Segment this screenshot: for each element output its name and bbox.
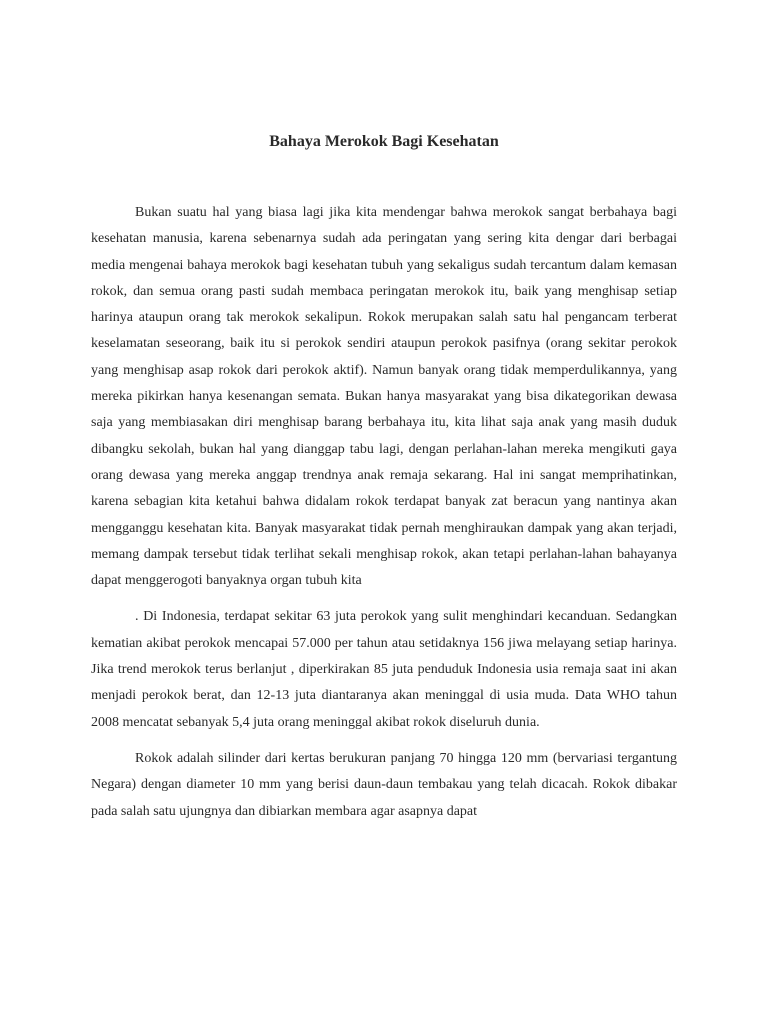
document-body [91, 200, 677, 825]
paragraph-indonesia-statistics: . Di Indonesia, terdapat sekitar 63 juta perokok yang sulit menghindari kecanduan. Sedangkan kematian akibat perokok mencapai 57.000 per tahun atau setidaknya 156 jiwa melayang setiap harinya. Jika trend merokok terus berlanjut , diperkirakan 85 juta penduduk Indonesia usia remaja saat ini akan menjadi perokok berat, dan 12-13 juta diantaranya akan meninggal di usia muda. Data WHO tahun 2008 mencatat sebanyak 5,4 juta orang meninggal akibat rokok diseluruh dunia. [91, 609, 677, 730]
paragraph-intro: Bukan suatu hal yang biasa lagi jika kita mendengar bahwa merokok sangat berbahaya bagi kesehatan manusia, karena sebenarnya sudah ada peringatan yang sering kita dengar dari berbagai media mengenai bahaya merokok bagi kesehatan tubuh yang sekaligus sudah tercantum dalam kemasan rokok, dan semua orang pasti sudah membaca peringatan merokok itu, baik yang menghisap setiap harinya ataupun orang tak merokok sekalipun. Rokok merupakan salah satu hal pengancam terberat keselamatan seseorang, baik itu si perokok sendiri ataupun perokok pasifnya (orang sekitar perokok yang menghisap asap rokok dari perokok aktif). Namun banyak orang tidak memperdulikannya, yang mereka pikirkan hanya kesenangan semata. Bukan hanya masyarakat yang bisa dikategorikan dewasa saja yang membiasakan diri menghisap barang berbahaya itu, kita lihat saja anak yang masih duduk dibangku sekolah, bukan hal yang dianggap tabu lagi, dengan perlahan-lahan mereka mengikuti gaya orang dewasa yang mereka anggap trendnya anak remaja sekarang. Hal ini sangat memprihatinkan, karena sebagian kita ketahui bahwa didalam rokok terdapat banyak zat beracun yang nantinya akan mengganggu kesehatan kita. Banyak masyarakat tidak pernah menghiraukan dampak yang akan terjadi, memang dampak tersebut tidak terlihat sekali menghisap rokok, akan tetapi perlahan-lahan bahayanya dapat menggerogoti banyaknya organ tubuh kita [91, 205, 677, 589]
paragraph-rokok-definition: Rokok adalah silinder dari kertas berukuran panjang 70 hingga 120 mm (bervariasi tergantung Negara) dengan diameter 10 mm yang berisi daun-daun tembakau yang telah dicacah. Rokok dibakar pada salah satu ujungnya dan dibiarkan membara agar asapnya dapat [91, 750, 677, 819]
document-title: Bahaya Merokok Bagi Kesehatan [269, 133, 499, 150]
